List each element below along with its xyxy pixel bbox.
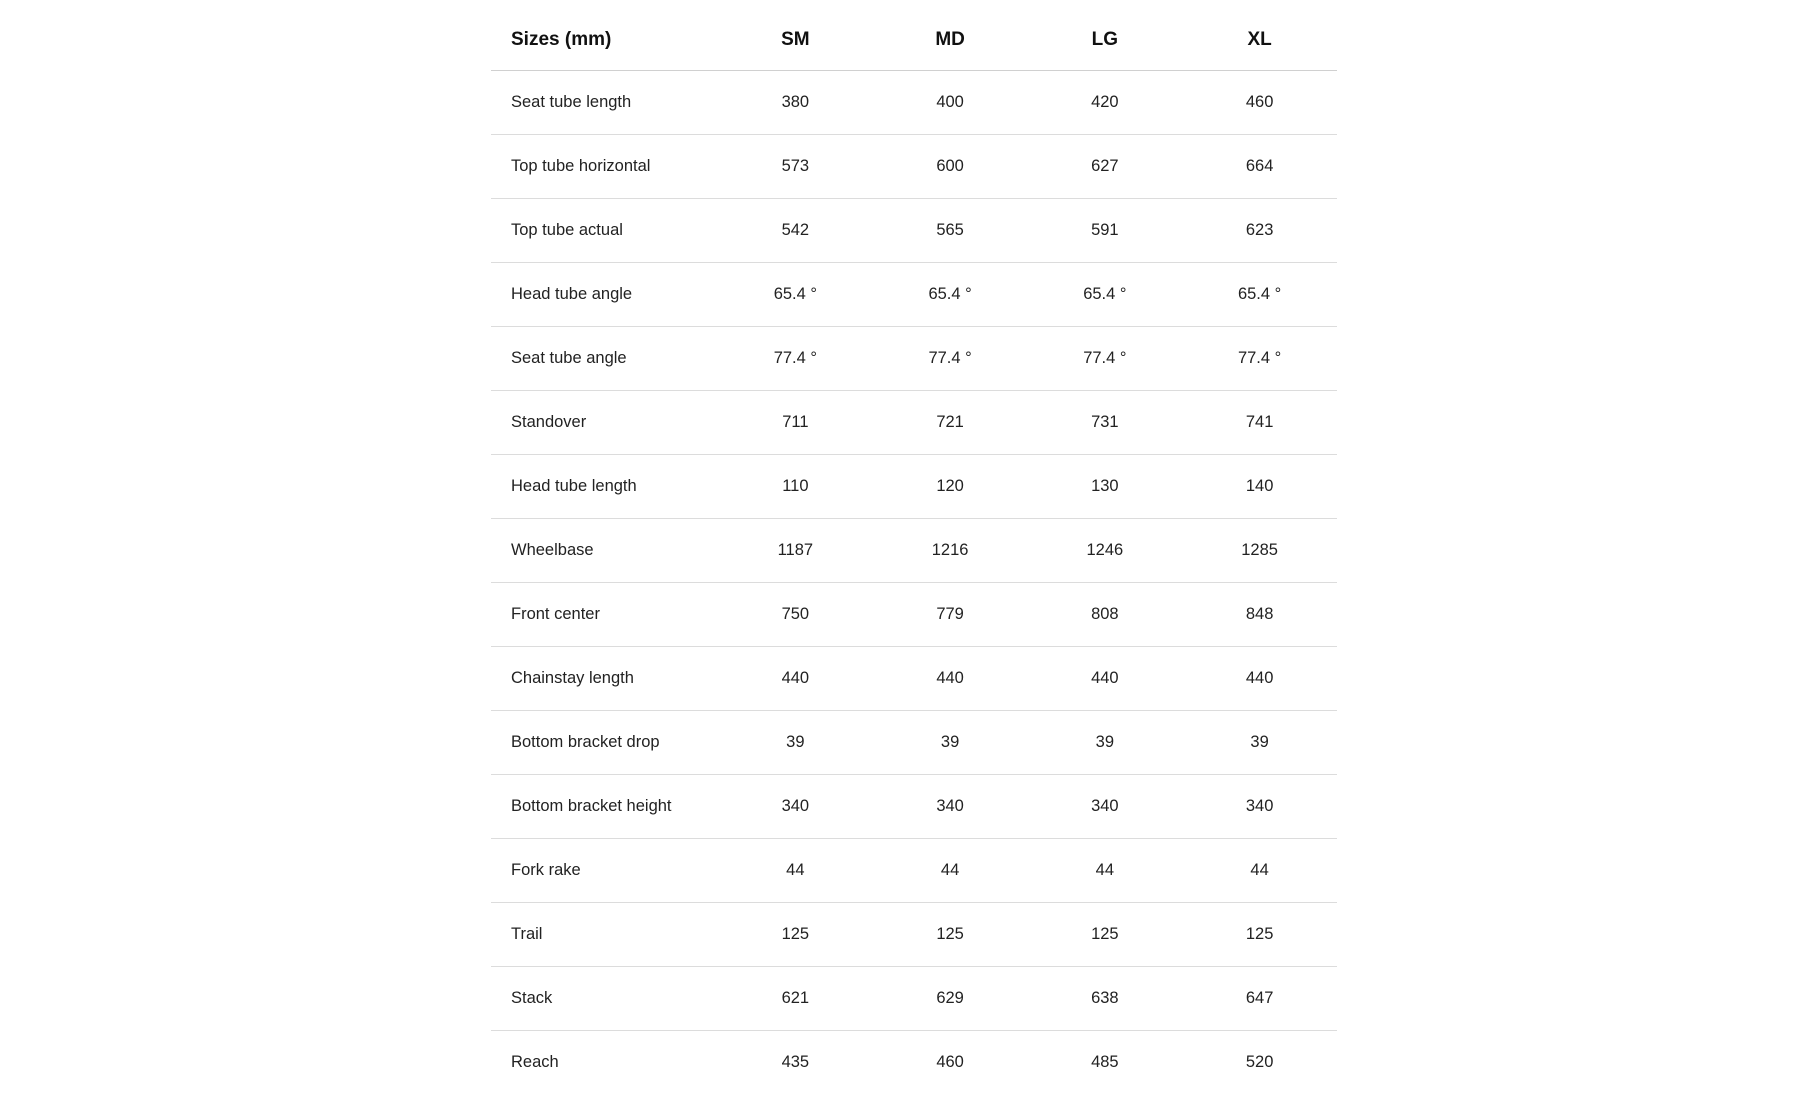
row-value-sm: 65.4 °	[718, 263, 873, 327]
row-value-sm: 621	[718, 967, 873, 1031]
row-value-md: 77.4 °	[873, 327, 1028, 391]
row-value-sm: 380	[718, 71, 873, 135]
row-label: Trail	[491, 903, 718, 967]
table-row	[491, 135, 1337, 199]
geometry-table	[491, 9, 1337, 1094]
row-value-sm: 125	[718, 903, 873, 967]
row-value-md: 460	[873, 1031, 1028, 1094]
row-value-xl: 520	[1182, 1031, 1337, 1094]
table-row	[491, 519, 1337, 583]
row-value-sm: 750	[718, 583, 873, 647]
row-value-xl: 647	[1182, 967, 1337, 1031]
table-row	[491, 263, 1337, 327]
row-value-sm: 711	[718, 391, 873, 455]
row-value-xl: 140	[1182, 455, 1337, 519]
row-label: Front center	[491, 583, 718, 647]
row-value-md: 629	[873, 967, 1028, 1031]
row-value-md: 125	[873, 903, 1028, 967]
row-label: Reach	[491, 1031, 718, 1094]
row-value-lg: 627	[1027, 135, 1182, 199]
row-value-lg: 485	[1027, 1031, 1182, 1094]
row-value-sm: 435	[718, 1031, 873, 1094]
header-sizes-mm: Sizes (mm)	[491, 9, 718, 71]
row-value-xl: 65.4 °	[1182, 263, 1337, 327]
table-row	[491, 583, 1337, 647]
header-size-lg: LG	[1027, 9, 1182, 71]
header-size-xl: XL	[1182, 9, 1337, 71]
table-row	[491, 647, 1337, 711]
row-value-md: 440	[873, 647, 1028, 711]
row-value-md: 721	[873, 391, 1028, 455]
row-value-sm: 1187	[718, 519, 873, 583]
table-row	[491, 327, 1337, 391]
table-row	[491, 71, 1337, 135]
table-body	[491, 71, 1337, 1094]
table-row	[491, 711, 1337, 775]
table-row	[491, 1031, 1337, 1094]
row-value-xl: 623	[1182, 199, 1337, 263]
row-label: Chainstay length	[491, 647, 718, 711]
row-value-xl: 1285	[1182, 519, 1337, 583]
row-value-lg: 731	[1027, 391, 1182, 455]
row-value-xl: 77.4 °	[1182, 327, 1337, 391]
row-value-sm: 573	[718, 135, 873, 199]
row-value-md: 340	[873, 775, 1028, 839]
table-row	[491, 839, 1337, 903]
row-label: Seat tube length	[491, 71, 718, 135]
row-value-lg: 39	[1027, 711, 1182, 775]
row-value-lg: 638	[1027, 967, 1182, 1031]
row-value-md: 1216	[873, 519, 1028, 583]
row-value-lg: 591	[1027, 199, 1182, 263]
row-value-xl: 741	[1182, 391, 1337, 455]
row-label: Standover	[491, 391, 718, 455]
table-row	[491, 967, 1337, 1031]
row-value-md: 565	[873, 199, 1028, 263]
row-value-xl: 440	[1182, 647, 1337, 711]
row-value-xl: 44	[1182, 839, 1337, 903]
row-label: Fork rake	[491, 839, 718, 903]
table-header	[491, 9, 1337, 71]
row-label: Top tube actual	[491, 199, 718, 263]
row-label: Stack	[491, 967, 718, 1031]
row-label: Bottom bracket drop	[491, 711, 718, 775]
row-value-lg: 44	[1027, 839, 1182, 903]
header-size-sm: SM	[718, 9, 873, 71]
row-value-lg: 65.4 °	[1027, 263, 1182, 327]
row-value-sm: 110	[718, 455, 873, 519]
row-label: Seat tube angle	[491, 327, 718, 391]
row-value-md: 39	[873, 711, 1028, 775]
row-value-md: 44	[873, 839, 1028, 903]
row-value-md: 600	[873, 135, 1028, 199]
row-value-sm: 39	[718, 711, 873, 775]
row-value-md: 400	[873, 71, 1028, 135]
row-value-lg: 440	[1027, 647, 1182, 711]
table-row	[491, 391, 1337, 455]
row-value-sm: 440	[718, 647, 873, 711]
row-value-lg: 77.4 °	[1027, 327, 1182, 391]
row-value-lg: 340	[1027, 775, 1182, 839]
row-value-xl: 340	[1182, 775, 1337, 839]
row-value-md: 120	[873, 455, 1028, 519]
row-value-lg: 1246	[1027, 519, 1182, 583]
table-row	[491, 455, 1337, 519]
table-row	[491, 775, 1337, 839]
row-label: Head tube angle	[491, 263, 718, 327]
row-value-lg: 808	[1027, 583, 1182, 647]
row-value-lg: 420	[1027, 71, 1182, 135]
row-value-xl: 39	[1182, 711, 1337, 775]
row-value-md: 779	[873, 583, 1028, 647]
row-value-sm: 44	[718, 839, 873, 903]
row-label: Top tube horizontal	[491, 135, 718, 199]
row-value-lg: 130	[1027, 455, 1182, 519]
row-value-lg: 125	[1027, 903, 1182, 967]
row-label: Wheelbase	[491, 519, 718, 583]
row-value-md: 65.4 °	[873, 263, 1028, 327]
row-value-xl: 125	[1182, 903, 1337, 967]
header-row	[491, 9, 1337, 71]
header-size-md: MD	[873, 9, 1028, 71]
row-value-xl: 664	[1182, 135, 1337, 199]
table-row	[491, 199, 1337, 263]
row-value-sm: 340	[718, 775, 873, 839]
row-label: Bottom bracket height	[491, 775, 718, 839]
row-value-sm: 77.4 °	[718, 327, 873, 391]
row-value-xl: 460	[1182, 71, 1337, 135]
row-value-sm: 542	[718, 199, 873, 263]
row-label: Head tube length	[491, 455, 718, 519]
row-value-xl: 848	[1182, 583, 1337, 647]
table-row	[491, 903, 1337, 967]
